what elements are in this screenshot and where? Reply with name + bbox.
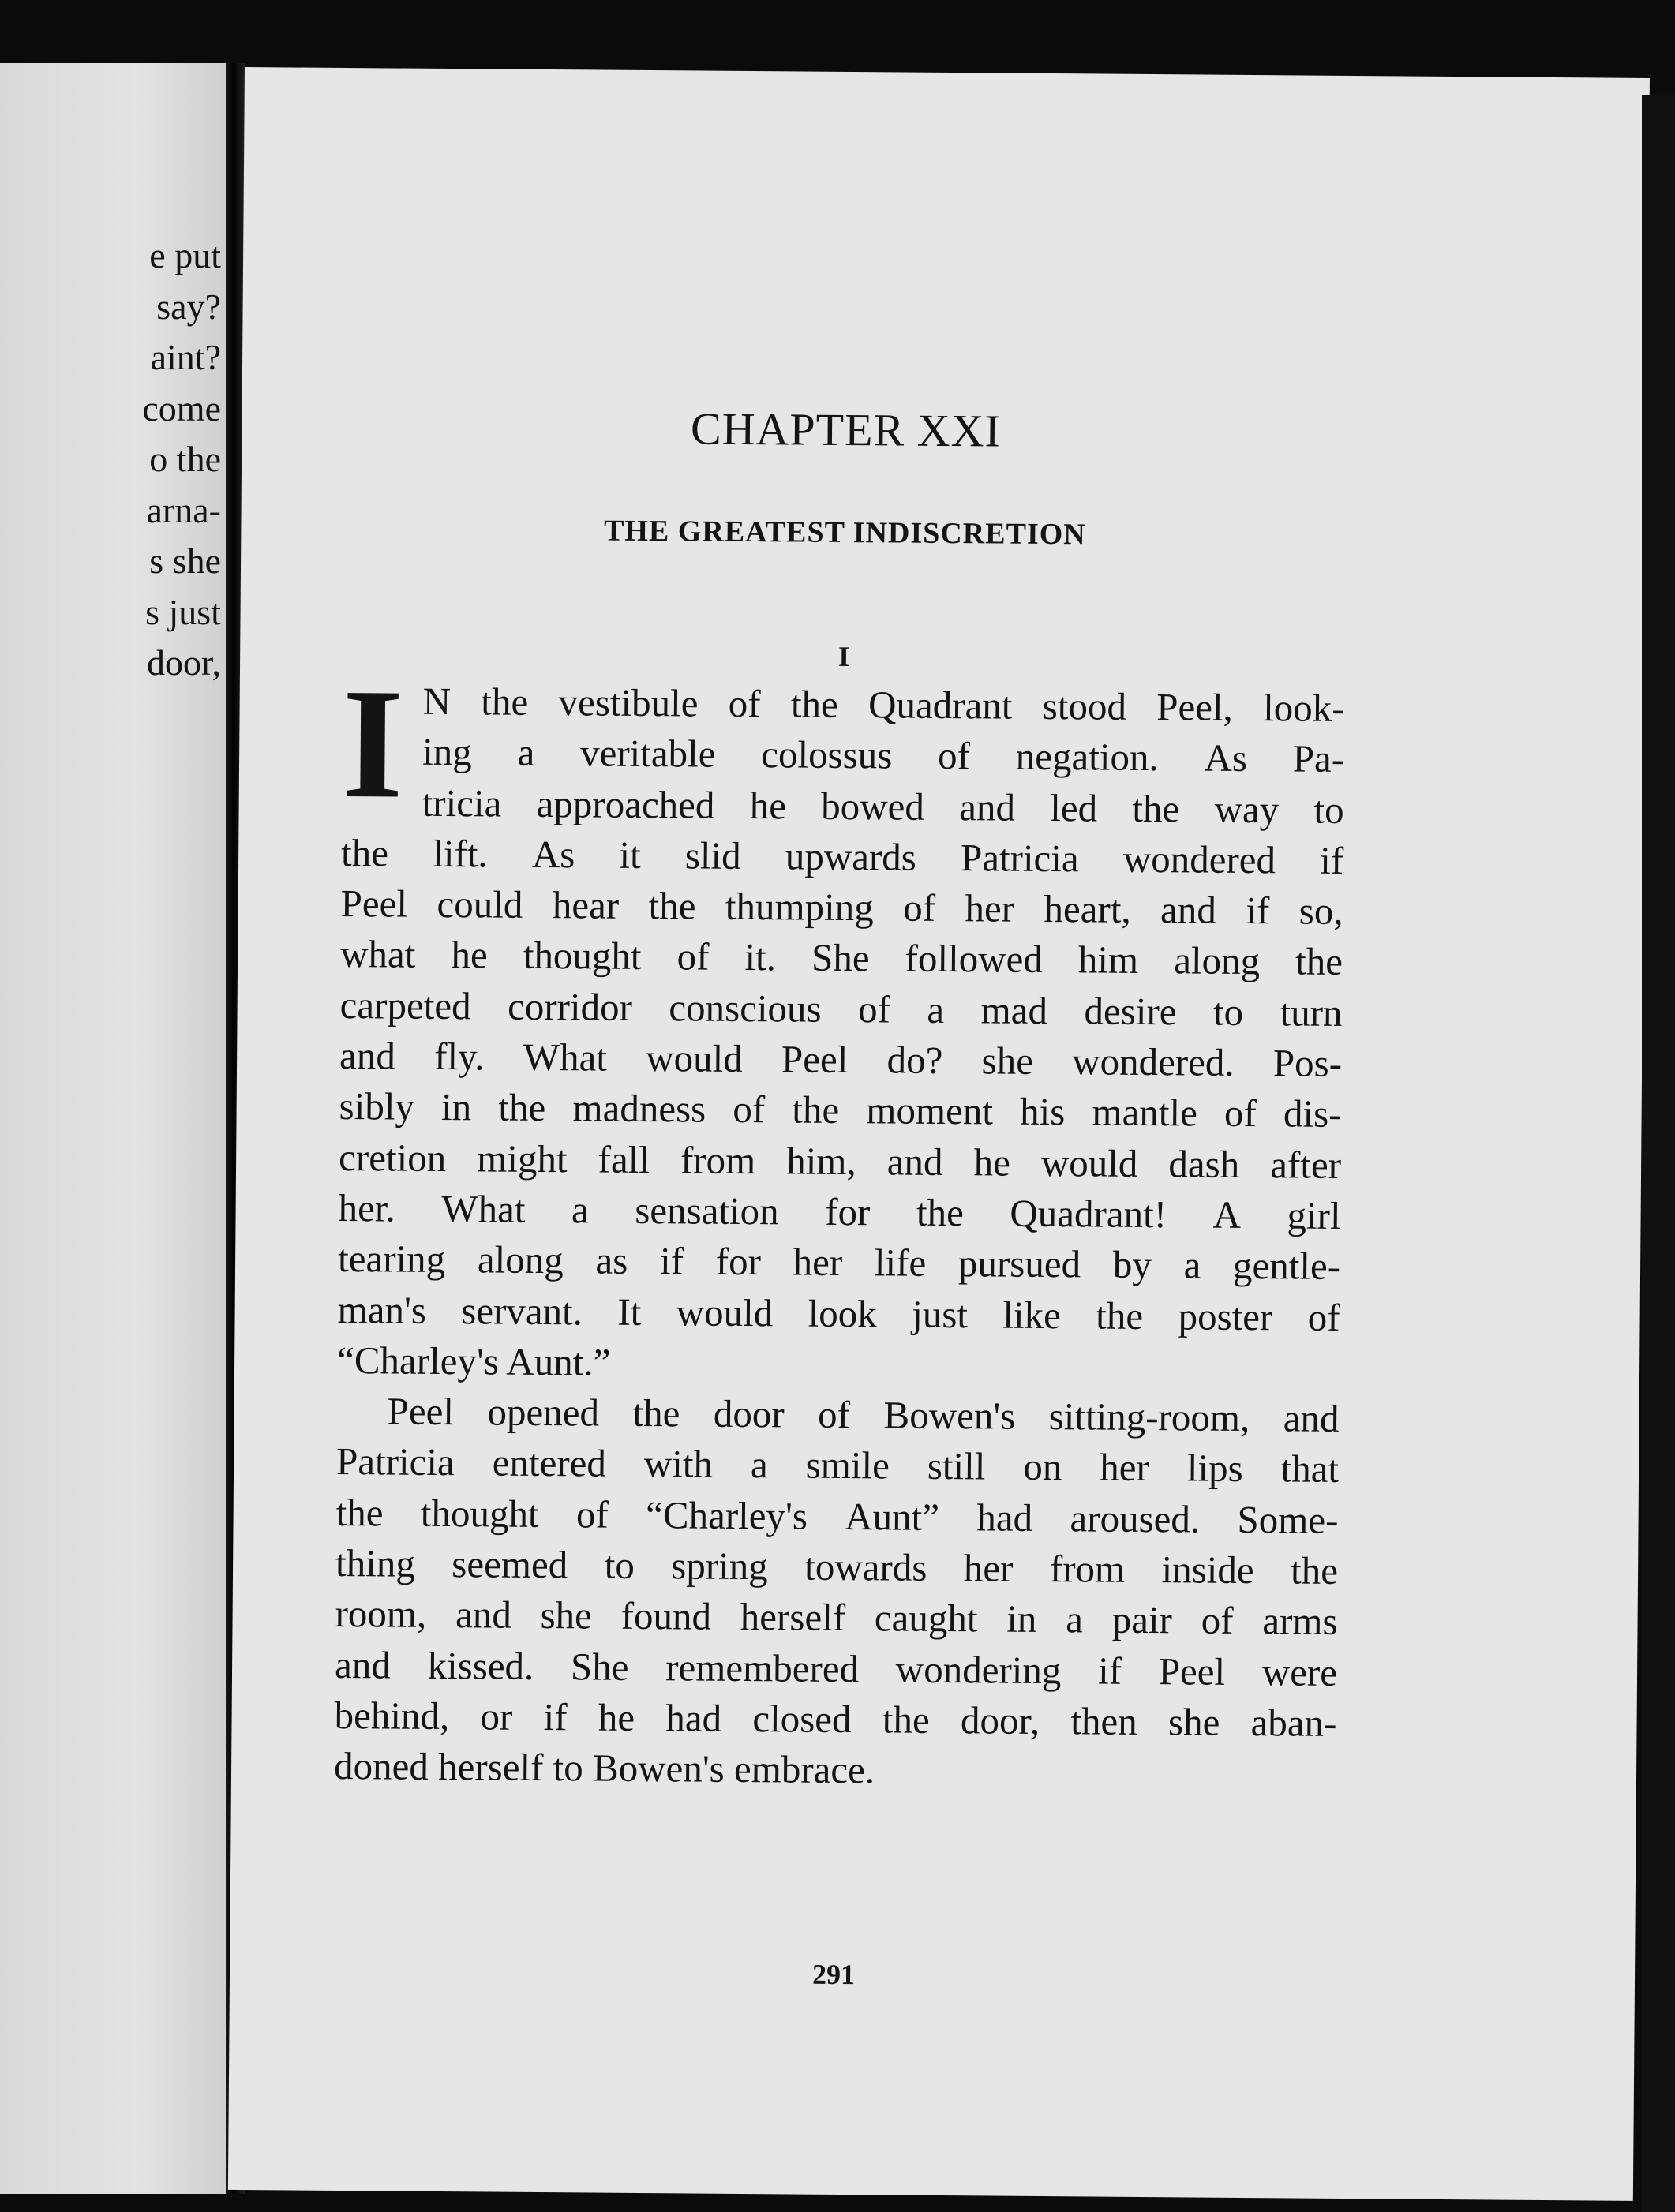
chapter-title: CHAPTER XXI [690, 402, 1002, 457]
word: she [981, 1039, 1034, 1083]
word: the [792, 1087, 840, 1132]
left-line: come [142, 387, 221, 429]
word: the [1295, 939, 1343, 984]
drop-cap: I [341, 656, 404, 832]
word: What [441, 1186, 526, 1231]
word: arms [1262, 1599, 1338, 1644]
word: in [440, 1085, 472, 1129]
text-line [335, 1589, 1337, 1647]
word: do? [886, 1038, 943, 1083]
word: and [1160, 888, 1217, 932]
word: smile [805, 1443, 890, 1488]
word: would [676, 1289, 774, 1334]
word: she [540, 1593, 593, 1637]
word: the [632, 1391, 680, 1435]
text-line [340, 878, 1343, 937]
word: if [1319, 838, 1344, 882]
word: what [339, 932, 416, 977]
word: door [713, 1391, 785, 1436]
word: a [1066, 1597, 1084, 1641]
word: it [619, 833, 641, 877]
word: hear [552, 883, 620, 927]
word: madness [572, 1086, 706, 1132]
word: and [339, 1034, 396, 1078]
word: opened [487, 1390, 600, 1435]
text-line: doned herself to Bowen's embrace. [333, 1744, 875, 1792]
word: As [531, 832, 575, 877]
word: aroused. [1070, 1496, 1201, 1541]
word: the [481, 679, 529, 724]
word: moment [866, 1088, 994, 1133]
word: conscious [669, 986, 822, 1031]
word: It [617, 1289, 642, 1334]
text-line [335, 1538, 1338, 1596]
word: caught [874, 1596, 978, 1641]
word: Patricia [335, 1439, 455, 1484]
word: he [973, 1140, 1011, 1185]
word: his [1019, 1090, 1066, 1134]
text-line [339, 1081, 1341, 1140]
word: that [1280, 1447, 1340, 1492]
word: he [749, 783, 787, 828]
text-line [341, 828, 1343, 886]
word: for [715, 1240, 762, 1284]
word: or [480, 1694, 513, 1739]
word: thought [420, 1491, 539, 1536]
word: door, [960, 1698, 1040, 1742]
word: Pa- [1292, 736, 1345, 781]
word: on [1023, 1445, 1062, 1489]
left-line: s just [145, 591, 221, 632]
word: ing [422, 730, 473, 774]
word: and [886, 1140, 943, 1184]
word: to [1212, 990, 1244, 1034]
word: pair [1111, 1598, 1173, 1642]
word: carpeted [339, 982, 471, 1028]
word: a [571, 1188, 589, 1232]
word: of [575, 1492, 609, 1536]
word: wondered. [1071, 1039, 1235, 1084]
word: She [570, 1644, 629, 1689]
word: to [604, 1543, 635, 1587]
chapter-subtitle: THE GREATEST INDISCRETION [603, 514, 1086, 552]
word: thing [335, 1541, 416, 1585]
word: slid [684, 833, 741, 878]
word: room, [335, 1592, 427, 1637]
word: Peel [387, 1389, 455, 1434]
word: still [927, 1444, 986, 1488]
word: thought [523, 934, 642, 979]
word: it. [744, 935, 777, 979]
word: were [1261, 1649, 1338, 1694]
word: then [1070, 1699, 1137, 1743]
word: Quadrant [867, 683, 1013, 728]
word: like [1002, 1293, 1062, 1337]
word: Aunt” [845, 1494, 940, 1539]
word: a [1183, 1243, 1201, 1287]
word: veritable [579, 731, 716, 777]
word: sensation [635, 1188, 779, 1233]
word: the [335, 1490, 384, 1535]
word: if [1246, 889, 1270, 933]
word: servant. [461, 1288, 583, 1333]
text-line [336, 1386, 1339, 1444]
paragraph-2 [334, 1386, 1340, 1799]
word: wondering [895, 1647, 1062, 1692]
left-line: door, [147, 642, 221, 683]
word: her [793, 1240, 843, 1285]
left-line: o the [149, 439, 221, 479]
word: desire [1084, 989, 1177, 1034]
word: dash [1168, 1141, 1240, 1186]
word: closed [752, 1697, 852, 1742]
word: the [1132, 786, 1180, 830]
word: from [680, 1138, 756, 1182]
page-content [333, 68, 1350, 1991]
word: Bowen's [883, 1393, 1016, 1438]
word: fall [598, 1137, 650, 1181]
word: mad [980, 988, 1048, 1032]
section-number: I [838, 640, 850, 673]
word: of [1223, 1091, 1257, 1136]
text-line [339, 980, 1342, 1039]
word: if [543, 1694, 568, 1739]
word: could [437, 882, 523, 926]
word: sitting-room, [1048, 1394, 1250, 1440]
word: She [811, 936, 870, 980]
word: way [1214, 787, 1280, 831]
word: along [477, 1237, 564, 1282]
word: bowed [821, 784, 925, 829]
text-line [340, 929, 1343, 987]
word: sibly [339, 1084, 415, 1129]
word: Peel [1158, 1649, 1226, 1694]
word: had [976, 1495, 1033, 1540]
word: girl [1287, 1193, 1341, 1237]
word: kissed. [427, 1643, 534, 1688]
text-line: “Charley's Aunt.” [336, 1338, 611, 1384]
word: her [1100, 1446, 1150, 1490]
word: upwards [785, 834, 917, 879]
word: him, [786, 1139, 856, 1183]
word: from [1049, 1547, 1126, 1591]
word: colossus [761, 732, 893, 777]
word: of [1201, 1598, 1234, 1643]
word: he [451, 933, 488, 977]
word: heart, [1044, 887, 1131, 932]
word: with [643, 1442, 714, 1487]
text-line [335, 1488, 1338, 1546]
left-line: s she [149, 541, 221, 581]
word: he [598, 1695, 635, 1739]
word: would [646, 1036, 743, 1081]
text-line [339, 1031, 1342, 1089]
word: followed [905, 937, 1044, 982]
body-text [333, 656, 1345, 1799]
word: behind, [334, 1693, 450, 1739]
word: the [1290, 1548, 1339, 1593]
word: wondered [1122, 837, 1276, 882]
word: inside [1161, 1548, 1254, 1593]
word: led [1050, 785, 1098, 830]
word: the [648, 884, 696, 928]
word: her [965, 886, 1015, 930]
word: Quadrant! [1010, 1191, 1167, 1237]
word: man's [337, 1287, 427, 1332]
text-line [338, 1233, 1340, 1292]
word: of [817, 1392, 851, 1437]
word: of [937, 734, 971, 778]
text-line [339, 1132, 1341, 1191]
word: remembered [665, 1645, 860, 1690]
word: mantle [1092, 1090, 1198, 1135]
paragraph-1 [336, 656, 1345, 1394]
word: tearing [337, 1237, 446, 1282]
left-line: aint? [150, 337, 221, 377]
page-number: 291 [811, 1958, 856, 1991]
word: as [595, 1238, 628, 1283]
text-line [341, 777, 1343, 836]
word: her. [338, 1185, 395, 1230]
word: cretion [338, 1135, 447, 1180]
word: “Charley's [645, 1492, 808, 1538]
left-line: arna- [146, 489, 221, 530]
word: pursued [957, 1241, 1081, 1286]
word: fly. [433, 1035, 485, 1079]
word: towards [804, 1544, 927, 1589]
word: a [517, 731, 535, 775]
word: lift. [433, 831, 488, 876]
left-page [0, 63, 229, 2194]
text-line [335, 1640, 1337, 1698]
word: tricia [422, 780, 502, 825]
word: and [334, 1642, 392, 1687]
word: she [1167, 1700, 1220, 1744]
word: of [1307, 1295, 1340, 1339]
word: A [1212, 1192, 1242, 1237]
word: spring [671, 1544, 769, 1589]
text-line [337, 1285, 1340, 1343]
word: lips [1186, 1446, 1243, 1491]
word: Peel [340, 881, 408, 926]
word: had [665, 1696, 722, 1740]
word: thumping [725, 885, 874, 930]
word: stood [1042, 683, 1127, 728]
word: of [903, 885, 936, 930]
text-line [336, 1436, 1339, 1495]
word: and [958, 784, 1016, 829]
word: aban- [1250, 1701, 1337, 1745]
word: herself [740, 1595, 846, 1640]
word: for [825, 1189, 871, 1234]
right-page [228, 67, 1650, 2201]
word: of [733, 1087, 766, 1132]
word: N [422, 679, 452, 724]
word: the [1096, 1293, 1144, 1338]
word: if [1097, 1649, 1122, 1693]
word: gentle- [1232, 1244, 1341, 1289]
word: approached [536, 781, 715, 827]
word: to [1313, 788, 1344, 832]
word: a [750, 1443, 768, 1487]
word: turn [1280, 990, 1343, 1035]
word: the [498, 1085, 546, 1130]
word: a [927, 987, 945, 1031]
word: negation. [1015, 734, 1159, 780]
word: the [790, 682, 839, 726]
word: Peel, [1156, 685, 1234, 729]
text-line [334, 1690, 1336, 1749]
left-page-text [0, 230, 221, 689]
text-line [342, 726, 1344, 784]
word: him [1077, 938, 1139, 982]
word: What [523, 1035, 608, 1080]
word: the [882, 1697, 930, 1742]
word: poster [1178, 1293, 1273, 1338]
word: so, [1298, 889, 1343, 934]
word: look- [1262, 686, 1345, 730]
word: Peel [781, 1037, 849, 1082]
word: by [1112, 1242, 1152, 1287]
page-edge-shadow [1642, 95, 1675, 2212]
word: and [1283, 1396, 1340, 1441]
word: look [808, 1291, 878, 1335]
word: the [916, 1190, 965, 1235]
word: the [340, 830, 389, 875]
word: might [477, 1136, 568, 1181]
left-line: say? [156, 286, 221, 327]
word: life [874, 1241, 927, 1286]
word: found [620, 1594, 712, 1639]
word: seemed [452, 1542, 568, 1587]
word: would [1040, 1140, 1138, 1185]
word: Pos- [1272, 1041, 1343, 1086]
word: in [1006, 1596, 1037, 1641]
word: dis- [1283, 1091, 1342, 1136]
word: along [1174, 938, 1261, 983]
word: entered [492, 1440, 607, 1486]
word: just [912, 1292, 969, 1336]
word: Patricia [960, 836, 1079, 881]
word: corridor [507, 984, 633, 1029]
word: As [1204, 735, 1248, 780]
text-line [338, 1183, 1340, 1241]
word: her [963, 1546, 1014, 1590]
word: after [1270, 1142, 1342, 1187]
word: of [857, 986, 891, 1031]
word: if [659, 1239, 684, 1283]
word: vestibule [558, 680, 699, 725]
word: Some- [1237, 1497, 1339, 1542]
word: of [728, 681, 761, 726]
word: and [455, 1593, 512, 1637]
word: of [676, 934, 710, 979]
left-line: e put [149, 235, 221, 275]
text-line [342, 676, 1344, 734]
